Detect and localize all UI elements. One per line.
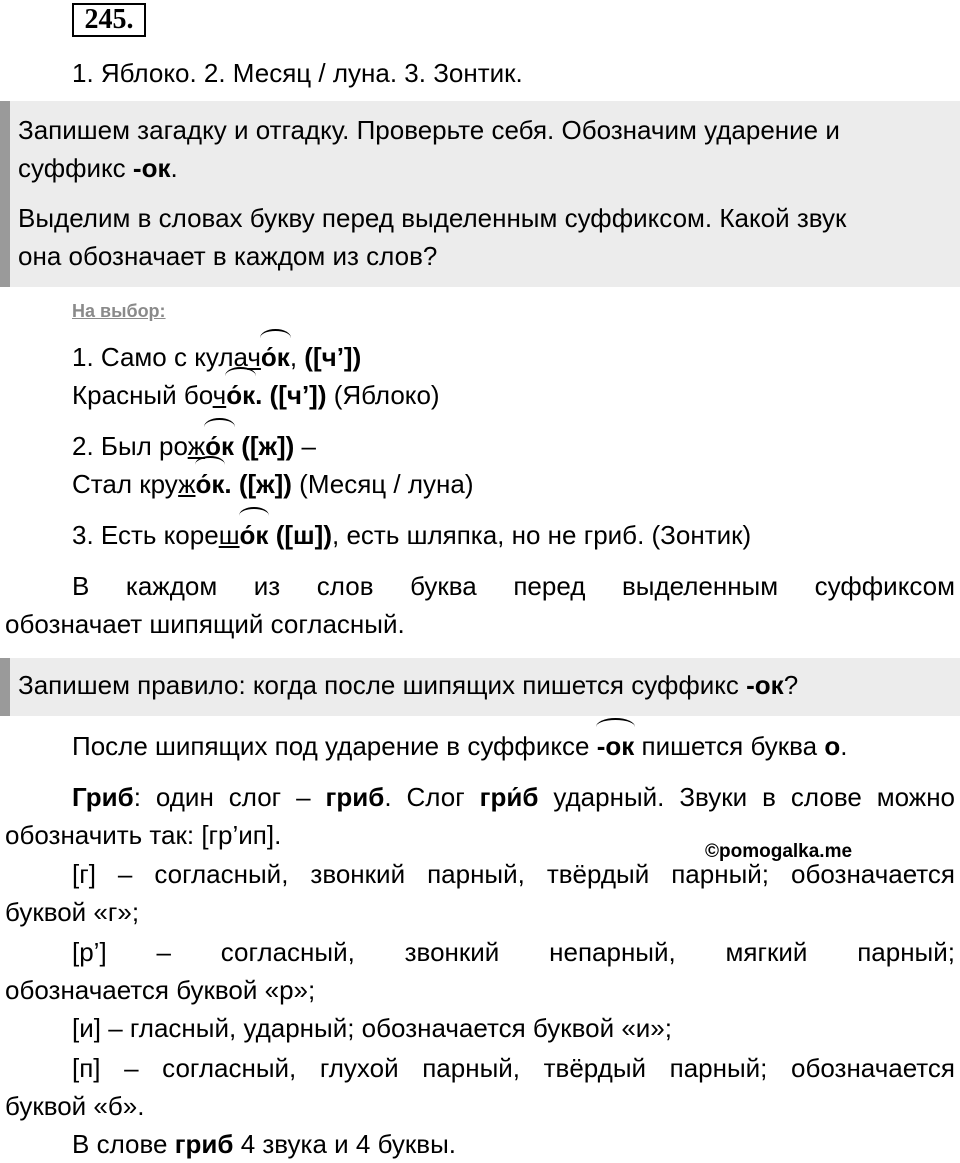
- watermark: ©pomogalka.me: [705, 841, 853, 862]
- sound-g-line-2: буквой «г»;: [5, 897, 140, 927]
- answers-line: 1. Яблоко. 2. Месяц / луна. 3. Зонтик.: [72, 58, 523, 88]
- sound-p-line-2: буквой «б».: [5, 1091, 145, 1121]
- conclusion-line-1: В каждом из слов буква перед выделенным суффиксом: [72, 571, 955, 601]
- panel-text-line: Выделим в словах букву перед выделенным суффиксом. Какой звук: [18, 203, 847, 233]
- suffix-mark: о́к: [205, 427, 234, 465]
- panel-accent-bar: [0, 658, 10, 716]
- riddle-3-line: 3. Есть корешо́к ([ш]), есть шляпка, но не гриб. (Зонтик): [72, 516, 751, 554]
- conclusion-line-2: обозначает шипящий согласный.: [5, 609, 405, 639]
- panel-text-line: она обозначает в каждом из слов?: [18, 241, 438, 271]
- grib-line-1: Гриб: один слог – гриб. Слог гри́б ударный. Звуки в слове можно: [72, 782, 956, 812]
- grib-line-2: обозначить так: [гр’ип].: [5, 820, 282, 850]
- sound-g-line-1: [г] – согласный, звонкий парный, твёрдый парный; обозначается: [72, 859, 955, 889]
- riddle-2-line-1: 2. Был рожо́к ([ж]) –: [72, 427, 316, 465]
- highlighted-letter: ч: [247, 342, 261, 372]
- panel-text-line: Запишем правило: когда после шипящих пишется суффикс -ок?: [18, 670, 799, 700]
- panel-text-line: Запишем загадку и отгадку. Проверьте себя. Обозначим ударение и: [18, 115, 840, 145]
- sound-r-line-1: [р’] – согласный, звонкий непарный, мягкий парный;: [72, 937, 955, 967]
- task-number: 245.: [72, 3, 146, 37]
- sound-i-line: [и] – гласный, ударный; обозначается буквой «и»;: [72, 1013, 672, 1043]
- sound-p-line-1: [п] – согласный, глухой парный, твёрдый парный; обозначается: [72, 1053, 955, 1083]
- rule-text: После шипящих под ударение в суффиксе -ок пишется буква о.: [72, 727, 848, 765]
- instruction-panel: [0, 101, 960, 287]
- panel-accent-bar: [0, 101, 10, 287]
- riddle-1-line-2: Красный бочо́к. ([ч’]) (Яблоко): [72, 376, 440, 414]
- suffix-mark: о́к: [261, 338, 290, 376]
- highlighted-letter: ж: [178, 469, 196, 499]
- highlighted-letter: ч: [212, 380, 227, 410]
- highlighted-letter: ж: [187, 431, 206, 461]
- suffix-mark: о́к: [196, 465, 225, 503]
- rule-panel: [0, 658, 960, 716]
- riddle-1-line-1: 1. Само с кулачо́к, ([ч’]): [72, 338, 361, 376]
- highlighted-letter: ш: [218, 520, 240, 550]
- riddle-2-line-2: Стал кружо́к. ([ж]) (Месяц / луна): [72, 465, 474, 503]
- sound-r-line-2: обозначается буквой «р»;: [5, 975, 316, 1005]
- choice-label: На выбор:: [72, 301, 166, 321]
- total-line: В слове гриб 4 звука и 4 буквы.: [72, 1129, 457, 1159]
- suffix-mark: о́к: [226, 376, 255, 414]
- suffix-mark: о́к: [240, 516, 269, 554]
- panel-text-line: суффикс -ок.: [18, 153, 178, 183]
- suffix-mark: -ок: [597, 727, 635, 765]
